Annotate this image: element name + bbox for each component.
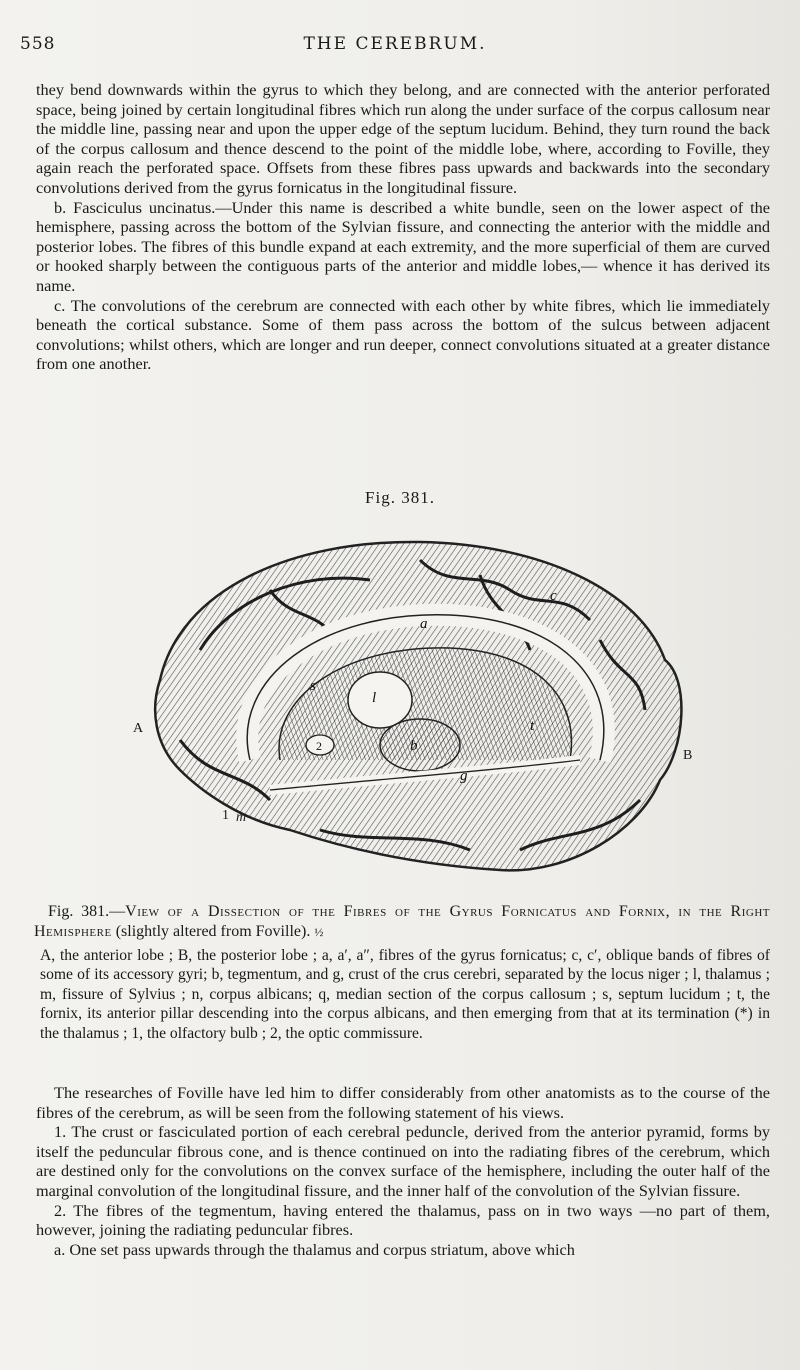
paragraph-continuation: they bend downwards within the gyrus to which they belong, and are connected with the anterior perforated space, being joined by certain longitudinal fibres which run along the under surface of the corpus callosum near the middle line, passing near and upon the upper edge of the septum lucidum. Behind, they turn round the back of the corpus callosum and thence descend to the point of the middle lobe, where, according to Foville, they again reach the perforated space. Offsets from these fibres pass upwards and backwards into the secondary convolutions derived from the gyrus fornicatus in the longitudinal fissure. bbox=[36, 80, 770, 197]
label-anterior-lobe: A bbox=[133, 721, 144, 736]
label-c: c bbox=[550, 588, 557, 604]
brain-dissection-illustration bbox=[120, 530, 720, 890]
caption-suffix: (slightly altered from Foville). bbox=[115, 923, 311, 940]
paragraph-convolutions: c. The convolutions of the cerebrum are connected with each other by white fibres, which lie immediately beneath the cortical substance. Some of them pass across the bottom of the sulcus between adjacent convolutions; whilst others, which are longer and run deeper, connect convolutions situated at a greater distance from one another. bbox=[36, 295, 770, 374]
figure-caption bbox=[34, 902, 770, 942]
label-olfactory-1: 1 bbox=[222, 808, 229, 823]
label-g: g bbox=[460, 768, 468, 784]
bottom-text-block bbox=[36, 1083, 770, 1259]
paragraph-tegmentum: 2. The fibres of the tegmentum, having entered the thalamus, pass on in two ways —no part of them, however, joining the radiating peduncular fibres. bbox=[36, 1200, 770, 1240]
label-m: m bbox=[236, 810, 247, 825]
running-title: THE CEREBRUM. bbox=[303, 34, 487, 54]
top-text-block bbox=[36, 80, 770, 374]
caption-scale: ½ bbox=[314, 925, 324, 939]
paragraph-fasciculus-uncinatus: b. Fasciculus uncinatus.—Under this name is described a white bundle, seen on the lower aspect of the hemisphere, passing across the bottom of the Sylvian fissure, and connecting the anterior with the middle and posterior lobes. The fibres of this bundle expand at each extremity, and the more superficial of them are curved or hooked sharply between the contiguous parts of the anterior and middle lobes,— whence it has derived its name. bbox=[36, 197, 770, 295]
figure-legend: A, the anterior lobe ; B, the posterior lobe ; a, a′, a″, fibres of the gyrus fornicatus; c, c′, oblique bands of fibres of some of its accessory gyri; b, tegmentum, and g, crust of the crus cerebri, separated by the locus niger ; l, thalamus ; m, fissure of Sylvius ; n, corpus albicans; q, median section of the corpus callosum ; s, septum lucidum ; t, the fornix, its anterior pillar descending into the corpus albicans, and then emerging from that at its termination (*) in the thalamus ; 1, the olfactory bulb ; 2, the optic commissure. bbox=[40, 947, 770, 1042]
label-2: 2 bbox=[316, 739, 322, 753]
caption-prefix: Fig. 381.— bbox=[48, 903, 126, 920]
label-t: t bbox=[530, 718, 535, 734]
label-b: b bbox=[410, 738, 418, 754]
tegmentum-shape bbox=[380, 719, 460, 771]
label-s: s bbox=[310, 678, 316, 694]
paragraph-foville-researches: The researches of Foville have led him to differ considerably from other anatomists as to the course of the fibres of the cerebrum, as will be seen from the following statement of his views. bbox=[36, 1083, 770, 1122]
label-l: l bbox=[372, 690, 377, 706]
thalamus-shape bbox=[348, 672, 412, 728]
page-number: 558 bbox=[20, 34, 56, 54]
label-a: a bbox=[420, 616, 428, 632]
running-header bbox=[20, 34, 770, 58]
figure-number: Fig. 381. bbox=[365, 488, 435, 507]
paragraph-one-set: a. One set pass upwards through the thalamus and corpus striatum, above which bbox=[54, 1239, 575, 1259]
paragraph-crust: 1. The crust or fasciculated portion of each cerebral peduncle, derived from the anterior pyramid, forms by itself the peduncular fibrous cone, and is thence continued on into the radiating fibres of the cerebrum, which are destined only for the convolutions on the convex surface of the hemisphere, including the outer half of the marginal convolution of the longitudinal fissure, and the inner half of the convolution of the Sylvian fissure. bbox=[36, 1122, 770, 1200]
caption-title: View of a Dissection of the Fibres of the Gyrus Fornicatus and Fornix, in the Right Hemisphere bbox=[34, 903, 770, 940]
label-posterior-lobe: B bbox=[683, 748, 693, 763]
